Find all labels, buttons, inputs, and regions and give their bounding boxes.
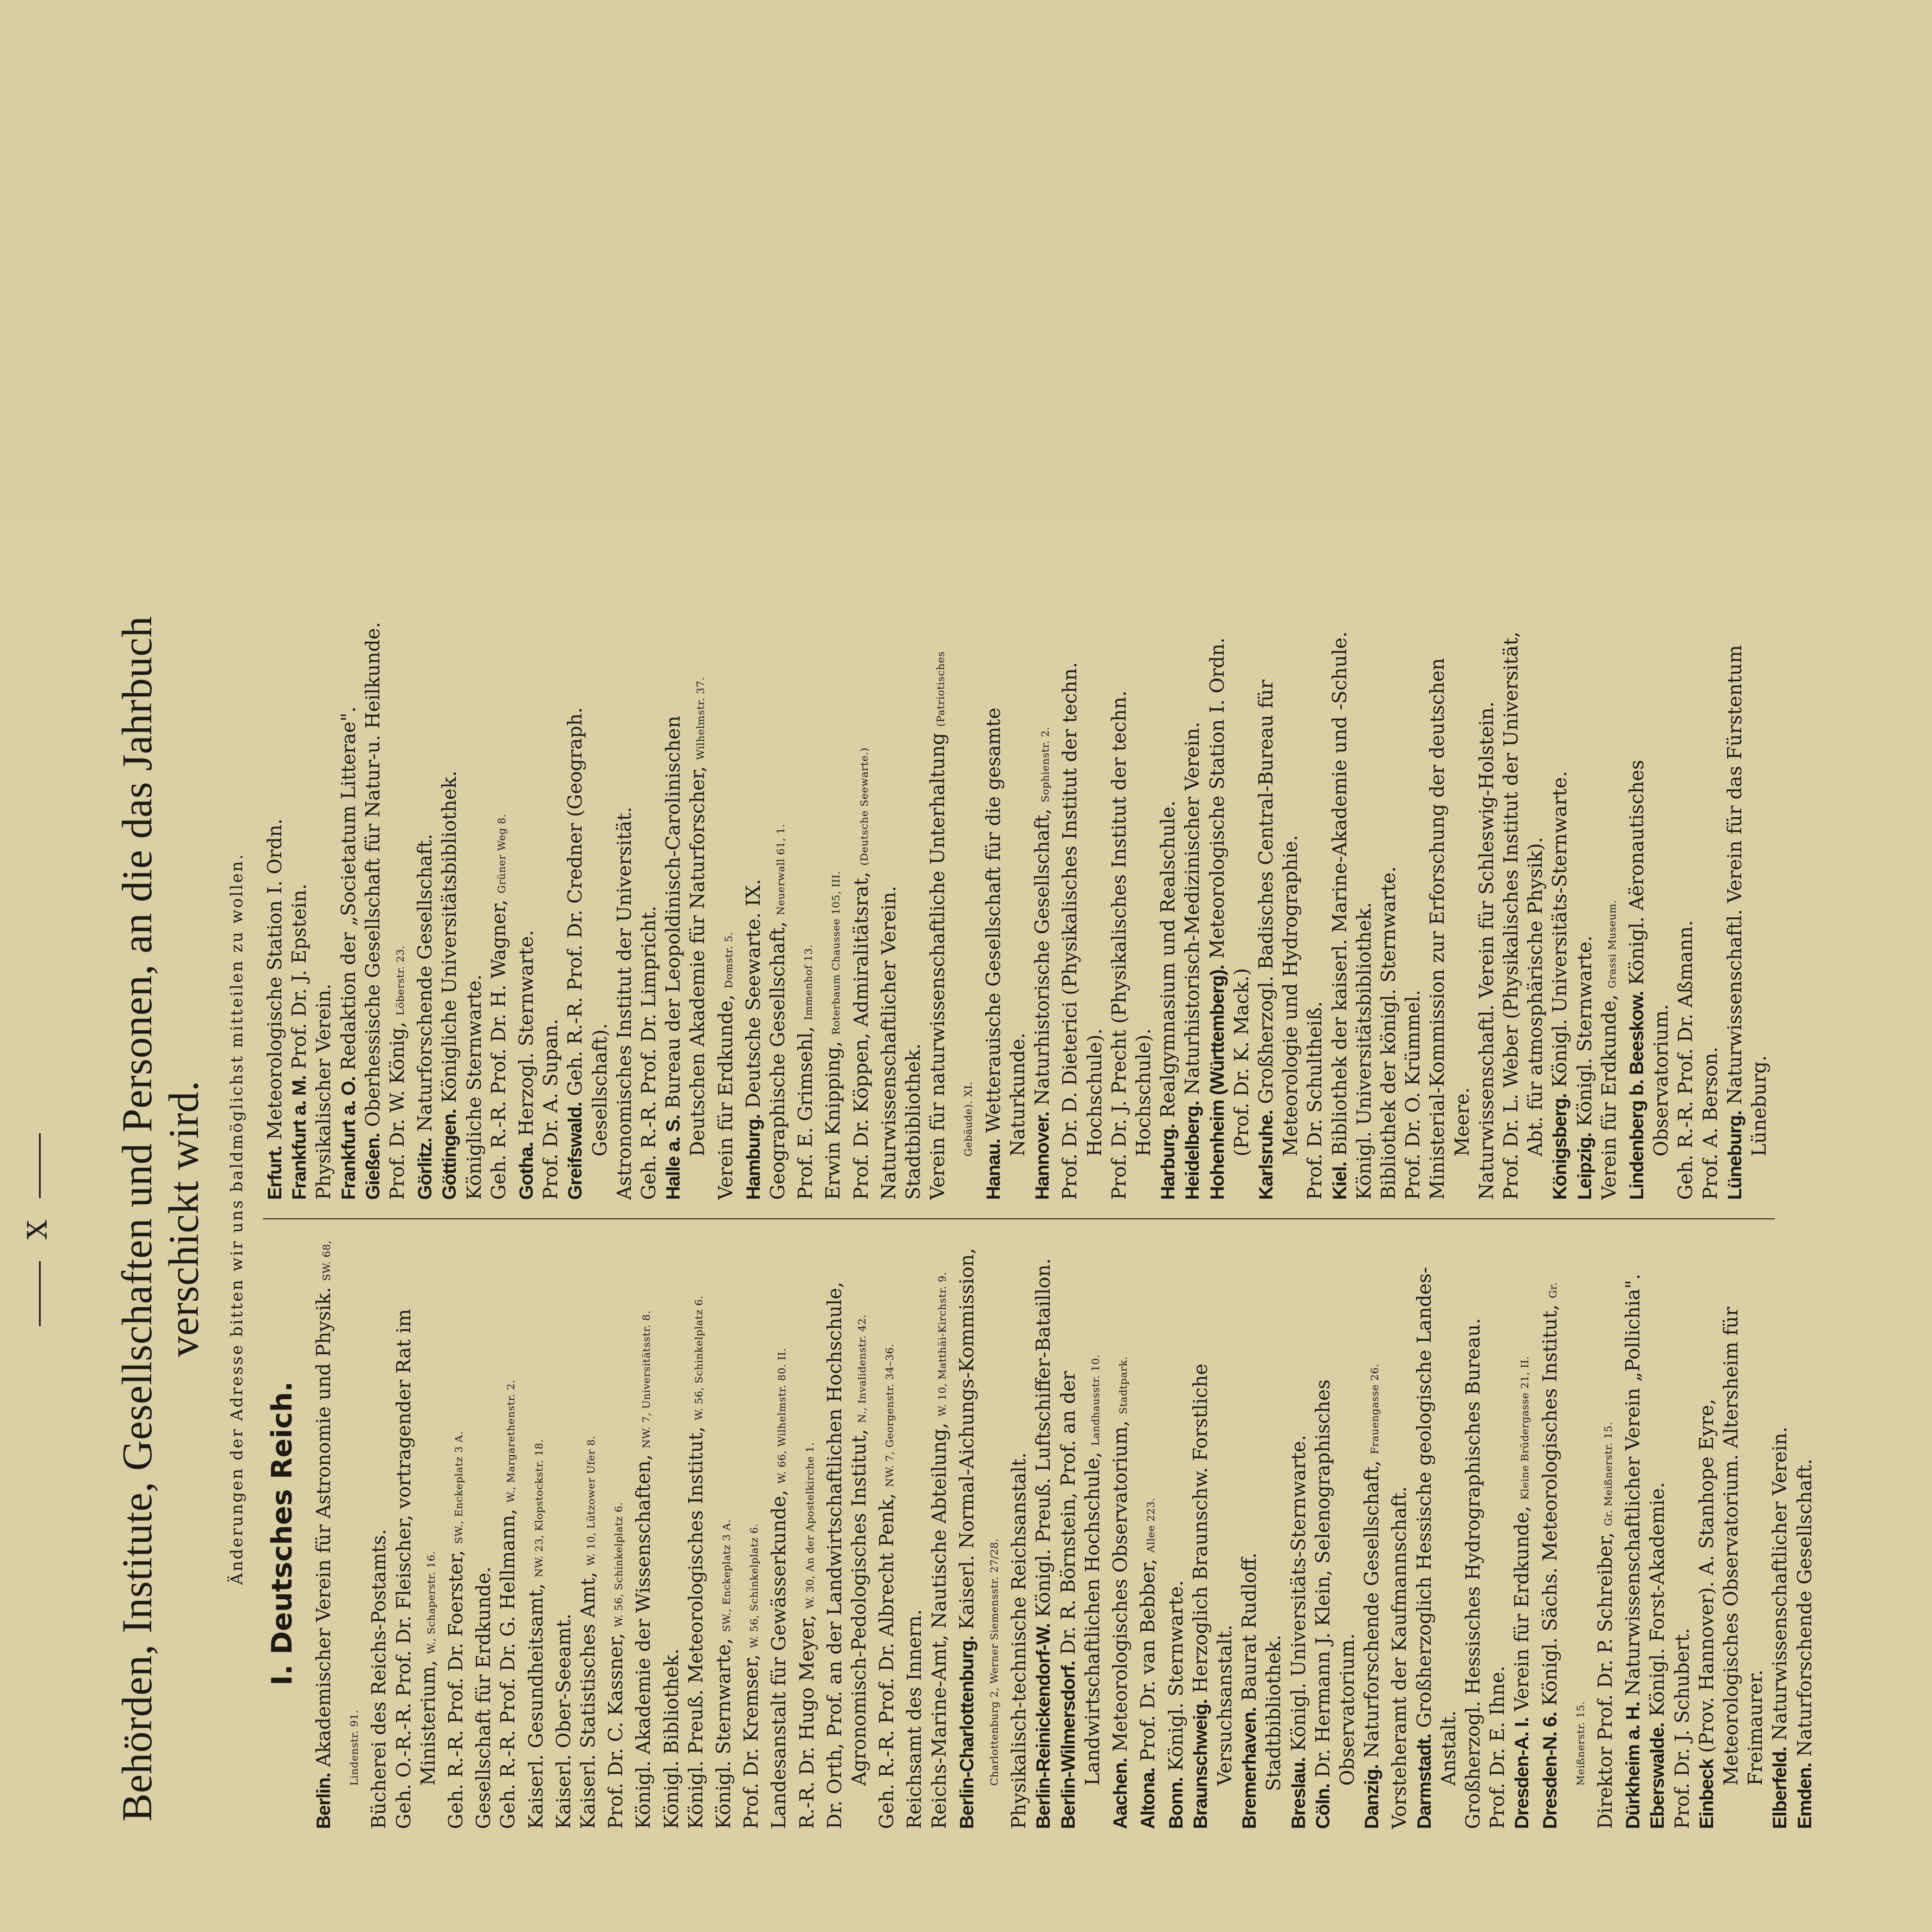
street-address: NW. 7, Georgenstr. 34–36. — [884, 1343, 896, 1487]
address-entry — [612, 609, 637, 1200]
address-entry — [1287, 1238, 1311, 1829]
street-address: W. 10, Lützower Ufer 8. — [585, 1435, 598, 1566]
entry-text: Königl. Akademie der Wissenschaften, — [632, 1454, 655, 1829]
city-name: Hamburg. — [742, 1114, 764, 1200]
address-entry — [981, 609, 1030, 1200]
city-name: Aachen. — [1109, 1757, 1132, 1829]
address-entry — [1573, 609, 1597, 1200]
address-entry — [444, 1238, 471, 1829]
street-address: SW., Enckeplatz 3 A. — [721, 1519, 733, 1632]
city-name: Berlin. — [313, 1773, 334, 1829]
entry-text: Königl. Sternwarte, — [713, 1638, 735, 1829]
address-entry — [1673, 609, 1698, 1200]
entry-text: Oberhessische Gesellschaft für Natur-u. Heilkunde. — [361, 622, 384, 1127]
address-entry — [821, 609, 849, 1200]
page — [0, 527, 1932, 1932]
entry-text: Naturforschende Gesellschaft. — [414, 833, 437, 1132]
entry-text: Naturwissenschaftlicher Verein „Pollichia". — [1622, 1274, 1645, 1696]
city-name: Heidelberg. — [1181, 1101, 1204, 1200]
address-entry — [312, 1238, 367, 1829]
city-name: Dresden-N. 6. — [1539, 1712, 1561, 1829]
address-entry — [631, 1238, 659, 1829]
address-entry — [1387, 1238, 1412, 1829]
address-entry — [1205, 609, 1254, 1200]
entry-text: Meteorologisches Observatorium, — [1109, 1420, 1132, 1752]
entry-text: Naturhistorisch-Medizinischer Verein. — [1181, 721, 1204, 1095]
address-entry — [637, 609, 661, 1200]
entry-text: Naturforschende Gesellschaft. — [1793, 1458, 1816, 1757]
entry-text: Königl. Sternwarte. — [1573, 935, 1596, 1127]
city-name: Hannover. — [1031, 1112, 1054, 1200]
entry-text: Dr. Orth, Prof. an der Landwirtschaftlichen Hochschule, Agronomisch-Pedologisches Institut, — [823, 1282, 871, 1829]
address-entry — [1768, 1238, 1792, 1829]
city-name: Hanau. — [982, 1139, 1004, 1200]
entry-text: Herzoglich Braunschw. Forstliche Versuchsanstalt. — [1189, 1364, 1236, 1786]
city-name: Görlitz. — [414, 1138, 436, 1200]
address-entry — [1670, 1238, 1695, 1829]
entry-text: Geh. R.-R. Prof. Dr. Foerster, — [445, 1550, 468, 1829]
entry-text: Königliche Sternwarte. — [463, 974, 486, 1200]
address-entry — [823, 1238, 875, 1829]
entry-text: Geh. R.-R. Prof. Dr. Credner (Geograph. Gesellschaft). — [564, 707, 611, 1156]
entry-text: Prof. Dr. J. Epstein. — [288, 883, 311, 1070]
city-name: Greifswald. — [564, 1102, 586, 1200]
city-name: Frankfurt a. M. — [288, 1075, 311, 1200]
address-entry — [793, 609, 821, 1200]
address-entry — [337, 609, 361, 1200]
entry-text: Königl. Forst-Akademie. — [1646, 1482, 1669, 1717]
entry-text: Landesanstalt für Gewässerkunde, — [768, 1490, 791, 1829]
city-name: Gotha. — [515, 1142, 538, 1200]
address-entry — [1254, 609, 1303, 1200]
city-name: Emden. — [1793, 1762, 1815, 1829]
address-entry — [1425, 609, 1474, 1200]
address-entry — [1597, 609, 1625, 1200]
address-entry — [1180, 609, 1205, 1200]
entry-text: Königl. Universitäts-Sternwarte. — [1287, 1435, 1310, 1752]
entry-text: Bibliothek der kaiserl. Marine-Akademie und -Schule. — [1328, 631, 1351, 1156]
address-columns — [263, 609, 1816, 1829]
entry-text: Astronomisches Institut der Universität. — [613, 806, 636, 1200]
address-entry — [604, 1238, 631, 1829]
city-name: Lindenberg b. Beeskow. — [1625, 991, 1647, 1200]
entry-text: Verein für Erdkunde, — [714, 994, 737, 1200]
address-entry — [1237, 1238, 1262, 1829]
entry-text: Bücherei des Reichs-Postamts. — [368, 1529, 391, 1829]
address-entry — [471, 1238, 496, 1829]
entry-text: Prof. Dr. J. Precht (Physikalisches Institut der techn. Hochschule). — [1108, 690, 1155, 1200]
address-entry — [1107, 609, 1156, 1200]
entry-text: Königl. Universitätsbibliothek. — [1353, 902, 1375, 1200]
entry-text: Geographische Gesellschaft, — [767, 921, 790, 1200]
address-entry — [795, 1238, 823, 1829]
address-entry — [1108, 1238, 1136, 1829]
entry-text: Geh. R.-R. Prof. Dr. H. Wagner, — [487, 900, 510, 1200]
entry-text: Königliche Universitätsbibliothek. — [438, 771, 461, 1103]
entry-text: Prof. Dr. Schultheiß. — [1304, 1001, 1327, 1200]
address-entry — [524, 1238, 552, 1829]
city-name: Elberfeld. — [1769, 1747, 1791, 1829]
street-address: (Patriotisches Gebäude). XI. — [935, 651, 975, 1156]
city-name: Berlin-Reinickendorf-W. — [1032, 1623, 1055, 1829]
address-entry — [392, 1238, 444, 1829]
address-entry — [437, 609, 462, 1200]
street-address: Sophienstr. 2. — [1039, 726, 1052, 803]
street-address: W., Margarethenstr. 2. — [505, 1379, 518, 1503]
address-entry — [539, 609, 563, 1200]
entry-text: Verein für Erdkunde, — [1511, 1505, 1534, 1711]
street-address: W. 66, Wilhelmstr. 80. II. — [776, 1348, 789, 1484]
entry-text: Prof. Dr. J. Schubert. — [1671, 1628, 1694, 1829]
address-entry — [552, 1238, 576, 1829]
address-entry — [901, 609, 926, 1200]
street-address: Kleine Brüdergasse 21, II. — [1519, 1355, 1532, 1500]
address-entry — [1328, 609, 1352, 1200]
entry-text: (Prov. Hannover). A. Stanhope Eyre, Meteorologisches Observatorium. Altersheim für Freimaurer. — [1695, 1307, 1767, 1786]
address-entry — [576, 1238, 604, 1829]
entry-text: Bureau der Leopoldinisch-Carolinischen Deutschen Akademie für Naturforscher, — [662, 715, 709, 1156]
entry-text: Meteorologische Station I. Ordn. (Prof. Dr. K. Mack.) — [1206, 637, 1253, 1156]
address-entry — [1625, 609, 1673, 1200]
address-entry — [1031, 1238, 1056, 1829]
address-entry — [1136, 1238, 1164, 1829]
address-entry — [361, 609, 385, 1200]
address-entry — [1058, 609, 1107, 1200]
address-entry — [1698, 609, 1723, 1200]
city-name: Kiel. — [1328, 1162, 1351, 1200]
address-entry — [496, 1238, 524, 1829]
entry-text: Reichsamt des Innern. — [903, 1609, 926, 1829]
address-entry — [312, 609, 336, 1200]
city-name: Hohenheim (Württemberg). — [1206, 965, 1228, 1200]
address-entry — [767, 1238, 794, 1829]
entry-text: Akademischer Verein für Astronomie und Physik. — [313, 1287, 335, 1767]
entry-text: Geh. R.-R. Prof. Dr. Albrecht Penk, — [876, 1493, 899, 1829]
street-address: Grassi Museum. — [1606, 900, 1618, 988]
city-name: Darmstadt. — [1413, 1734, 1435, 1829]
street-address: Domstr. 5. — [722, 932, 735, 988]
address-entry — [1485, 1238, 1510, 1829]
city-name: Eberswalde. — [1646, 1722, 1669, 1829]
city-name: Bonn. — [1165, 1777, 1187, 1829]
street-address: Neuerwall 61, 1. — [775, 824, 787, 915]
address-entry — [1695, 1238, 1768, 1829]
entry-text: Königl. Universitäts-Sternwarte. — [1549, 771, 1572, 1088]
street-address: Löberstr. 23. — [395, 945, 407, 1016]
entry-text: Ministerial-Kommission zur Erforschung der deutschen Meere. — [1426, 658, 1474, 1200]
street-address: Wilhelmstr. 37. — [695, 677, 707, 760]
city-name: Harburg. — [1157, 1124, 1179, 1200]
address-entry — [563, 609, 612, 1200]
entry-text: Prof. Dr. A. Supan. — [540, 1018, 563, 1200]
address-entry — [1412, 1238, 1461, 1829]
entry-text: Reichs-Marine-Amt, Nautische Abteilung, — [928, 1423, 951, 1829]
entry-text: Realgymnasium und Realschule. — [1157, 800, 1180, 1118]
entry-text: Prof. Dr. L. Weber (Physikalisches Institut der Universität, Abt. für atmosphärische Physik). — [1500, 631, 1547, 1200]
street-address: Roterbaum Chaussee 105, III. — [830, 870, 843, 1035]
city-name: Göttingen. — [438, 1109, 461, 1200]
entry-text: Naturforschende Gesellschaft, — [1361, 1460, 1384, 1759]
entry-text: Prof. Dr. O. Krümmel. — [1402, 990, 1425, 1200]
address-entry — [1593, 1238, 1621, 1829]
entry-text: Physikalischer Verein. — [313, 984, 335, 1200]
entry-text: Geh. O.-R.-R. Prof. Dr. Fleischer, vortragender Rat im Ministerium, — [392, 1309, 440, 1829]
entry-text: Direktor Prof. Dr. P. Schreiber, — [1594, 1532, 1617, 1829]
entry-text: Prof. A. Berson. — [1699, 1046, 1722, 1200]
entry-text: Königl. Bibliothek. — [660, 1649, 683, 1829]
city-name: Leipzig. — [1573, 1132, 1595, 1200]
address-entry — [1548, 609, 1572, 1200]
address-entry — [1352, 609, 1377, 1200]
entry-text: Prof. Dr. C. Kassner, — [605, 1633, 628, 1829]
street-address: SW. 68, Lindenstr. 91. — [321, 1240, 361, 1786]
address-entry — [462, 609, 487, 1200]
address-entry — [712, 1238, 739, 1829]
street-address: W. 10, Matthäi-Kirchstr. 9. — [936, 1271, 948, 1417]
entry-text: Prof. Dr. E. Ihne. — [1487, 1665, 1509, 1829]
street-address: Allee 223. — [1145, 1497, 1158, 1553]
city-name: Einbeck — [1695, 1759, 1717, 1829]
city-name: Dresden-A. I. — [1511, 1717, 1533, 1829]
street-address: (Deutsche Seewarte.) — [858, 747, 870, 866]
entry-text: Königl. Aëronautisches Observatorium. — [1625, 760, 1673, 1156]
entry-text: Naturhistorische Gesellschaft, — [1031, 808, 1054, 1106]
address-entry — [367, 1238, 391, 1829]
address-entry — [1538, 1238, 1593, 1829]
entry-text: Stadtbibliothek. — [902, 1043, 925, 1200]
street-address: N., Invalidenstr. 42. — [856, 1314, 869, 1423]
street-address: Frauengasse 26. — [1369, 1364, 1381, 1455]
city-name: Danzig. — [1361, 1764, 1383, 1829]
entry-text: Großherzogl. Badisches Central-Bureau für Meteorologie und Hydrographie. — [1255, 680, 1302, 1156]
address-entry — [1311, 1238, 1360, 1829]
street-address: W. 56, Schinkelplatz 6. — [693, 1295, 705, 1420]
entry-text: Geh. R.-R. Prof. Dr. Aßmann. — [1675, 920, 1697, 1200]
address-entry — [514, 609, 539, 1200]
city-name: Bremerhaven. — [1238, 1707, 1261, 1829]
address-entry — [1510, 1238, 1537, 1829]
address-entry — [1461, 1238, 1485, 1829]
entry-text: Prof. Dr. W. König, — [386, 1022, 409, 1200]
city-name: Braunschweig. — [1189, 1699, 1211, 1829]
entry-text: Großherzoglich Hessische geologische Landes-Anstalt. — [1413, 1267, 1460, 1786]
street-address: Immenhof 13. — [803, 944, 815, 1020]
entry-text: Königl. Preuß. Meteorologisches Institut, — [684, 1426, 707, 1829]
entry-text: Bibliothek der königl. Sternwarte. — [1377, 866, 1400, 1200]
entry-text: Redaktion der „Societatum Litterae". — [337, 706, 360, 1071]
address-entry — [741, 609, 766, 1200]
address-entry — [955, 1238, 1007, 1829]
city-name: Halle a. S. — [662, 1115, 684, 1200]
address-entry — [1007, 1238, 1031, 1829]
address-entry — [413, 609, 437, 1200]
address-entry — [684, 1238, 712, 1829]
address-entry — [714, 609, 741, 1200]
street-address: Grüner Weg 8. — [495, 813, 508, 894]
street-address: Charlottenburg 2, Werner Siemensstr. 27/28. — [988, 1538, 1001, 1786]
entry-text: Baurat Rudloff. — [1238, 1552, 1261, 1701]
entry-text: Vorsteheramt der Kaufmannschaft. — [1388, 1486, 1411, 1829]
address-entry — [1401, 609, 1425, 1200]
address-entry — [385, 609, 413, 1200]
city-name: Berlin-Charlottenburg. — [955, 1636, 978, 1829]
street-address: W. 56, Schinkelplatz 6. — [748, 1523, 761, 1649]
address-entry — [287, 609, 312, 1200]
address-entry — [1499, 609, 1548, 1200]
entry-text: R.-R. Dr. Hugo Meyer, — [796, 1614, 818, 1829]
entry-text: Herzogl. Sternwarte. — [515, 930, 538, 1136]
entry-text: Kaiserl. Ober-Seeamt. — [552, 1613, 575, 1829]
street-address: W., Schaperstr. 16. — [425, 1550, 437, 1655]
entry-text: Verein für Erdkunde, — [1598, 994, 1620, 1200]
address-entry — [1262, 1238, 1286, 1829]
address-entry — [1645, 1238, 1670, 1829]
entry-text: Prof. Dr. D. Dieterici (Physikalisches Institut der techn. Hochschule). — [1059, 662, 1106, 1200]
city-name: Dürkheim a. H. — [1622, 1702, 1644, 1829]
address-entry — [926, 609, 981, 1200]
address-entry — [927, 1238, 955, 1829]
address-entry — [1303, 609, 1327, 1200]
city-name: Lüneburg. — [1723, 1110, 1746, 1200]
page-title: Behörden, Institute, Gesellschaften und Personen, an die das Jahrbuch verschickt wird. — [113, 616, 207, 1822]
street-address: NW. 7, Universitätsstr. 8. — [641, 1310, 653, 1449]
address-entry — [766, 609, 793, 1200]
entry-text: Geh. R.-R. Prof. Dr. G. Hellmann, — [497, 1508, 520, 1829]
entry-text: Physikalisch-technische Reichsanstalt. — [1008, 1452, 1031, 1829]
entry-text: Kaiserl. Statistisches Amt, — [577, 1572, 600, 1829]
address-entry — [739, 1238, 767, 1829]
entry-text: Wetterauische Gesellschaft für die gesamte Naturkunde. — [982, 707, 1029, 1156]
address-entry — [660, 1238, 684, 1829]
street-address: Gr. Meißnerstr. 15. — [1602, 1421, 1614, 1526]
entry-text: Verein für naturwissenschaftliche Unterhaltung — [927, 733, 949, 1200]
address-entry — [877, 609, 901, 1200]
address-entry — [1360, 1238, 1387, 1829]
entry-text: Kaiserl. Normal-Aichungs-Kommission, — [955, 1248, 978, 1630]
address-entry — [1377, 609, 1401, 1200]
street-address: SW., Enckeplatz 3 A. — [453, 1431, 466, 1544]
address-entry — [661, 609, 713, 1200]
entry-text: Kaiserl. Gesundheitsamt, — [525, 1583, 547, 1829]
address-entry — [1793, 1238, 1817, 1829]
entry-text: Gesellschaft für Erdkunde. — [473, 1566, 495, 1829]
address-entry — [1156, 609, 1180, 1200]
entry-text: Königl. Sternwarte. — [1165, 1580, 1187, 1772]
address-entry — [1056, 1238, 1108, 1829]
street-address: W. 56, Schinkelplatz 6. — [613, 1502, 625, 1627]
street-address: Landhausstr. 10. — [1089, 1354, 1102, 1446]
address-entry — [1188, 1238, 1237, 1829]
city-name: Erfurt. — [264, 1146, 286, 1200]
city-name: Karlsruhe. — [1255, 1110, 1277, 1200]
page-number: X — [22, 527, 53, 1932]
entry-text: Königl. Sächs. Meteorologisches Institut, — [1539, 1304, 1561, 1706]
address-entry — [1164, 1238, 1188, 1829]
street-address: NW. 23, Klopstockstr. 18. — [533, 1439, 545, 1578]
city-name: Königsberg. — [1549, 1093, 1571, 1200]
entry-text: Königl. Preuß. Luftschiffer-Bataillon. — [1032, 1258, 1055, 1618]
street-address: Stadtpark. — [1117, 1356, 1130, 1414]
entry-text: Prof. E. Grimsehl, — [794, 1026, 817, 1200]
address-entry — [1723, 609, 1772, 1200]
entry-text: Naturwissenschaftlicher Verein. — [877, 886, 900, 1200]
city-name: Frankfurt a. O. — [337, 1076, 359, 1200]
section-heading: I. Deutsches Reich. — [266, 1381, 299, 1686]
left-column — [263, 1218, 1816, 1829]
address-entry — [487, 609, 514, 1200]
city-name: Altona. — [1137, 1767, 1159, 1829]
entry-text: Dr. R. Börnstein, Prof. an der Landwirtschaftlichen Hochschule, — [1057, 1371, 1104, 1786]
address-entry — [849, 609, 877, 1200]
city-name: Gießen. — [361, 1133, 384, 1200]
entry-text: Prof. Dr. Kremser, — [740, 1654, 763, 1829]
city-name: Berlin-Wilmersdorf. — [1057, 1660, 1079, 1829]
address-entry — [1475, 609, 1499, 1200]
entry-text: Geh. R.-R. Prof. Dr. Limpricht. — [638, 906, 661, 1200]
entry-text: Naturwissenschaftlicher Verein. — [1769, 1426, 1792, 1741]
entry-text: Meteorologische Station I. Ordn. — [264, 818, 286, 1140]
entry-text: Erwin Knipping, — [822, 1041, 845, 1200]
address-entry — [263, 609, 287, 1200]
entry-text: Deutsche Seewarte. IX. — [742, 878, 765, 1109]
address-entry — [902, 1238, 927, 1829]
city-name: Breslau. — [1287, 1757, 1309, 1829]
address-entry — [1030, 609, 1058, 1200]
entry-text: Naturwissenschaftl. Verein für das Fürstentum Lüneburg. — [1723, 645, 1771, 1156]
entry-text: Dr. Hermann J. Klein, Selenographisches Observatorium. — [1311, 1379, 1359, 1786]
right-column — [263, 609, 1775, 1218]
address-entry — [1621, 1238, 1645, 1829]
entry-text: Prof. Dr. Köppen, Admiralitätsrat, — [850, 871, 873, 1200]
entry-text: Prof. Dr. van Bebber, — [1137, 1559, 1160, 1762]
street-address: Gr. Meißnerstr. 15. — [1547, 1282, 1587, 1786]
entry-text: Stadtbibliothek. — [1263, 1634, 1285, 1791]
entry-text: Naturwissenschaftl. Verein für Schleswig-Holstein. — [1475, 701, 1498, 1200]
address-change-notice: Änderungen der Adresse bitten wir uns baldmöglichst mitteilen zu wollen. — [228, 852, 247, 1585]
address-entry — [875, 1238, 902, 1829]
street-address: W. 30, An der Apostelkirche 1. — [804, 1442, 816, 1609]
entry-text: Großherzogl. Hessisches Hydrographisches Bureau. — [1462, 1318, 1484, 1829]
city-name: Cöln. — [1311, 1784, 1334, 1829]
